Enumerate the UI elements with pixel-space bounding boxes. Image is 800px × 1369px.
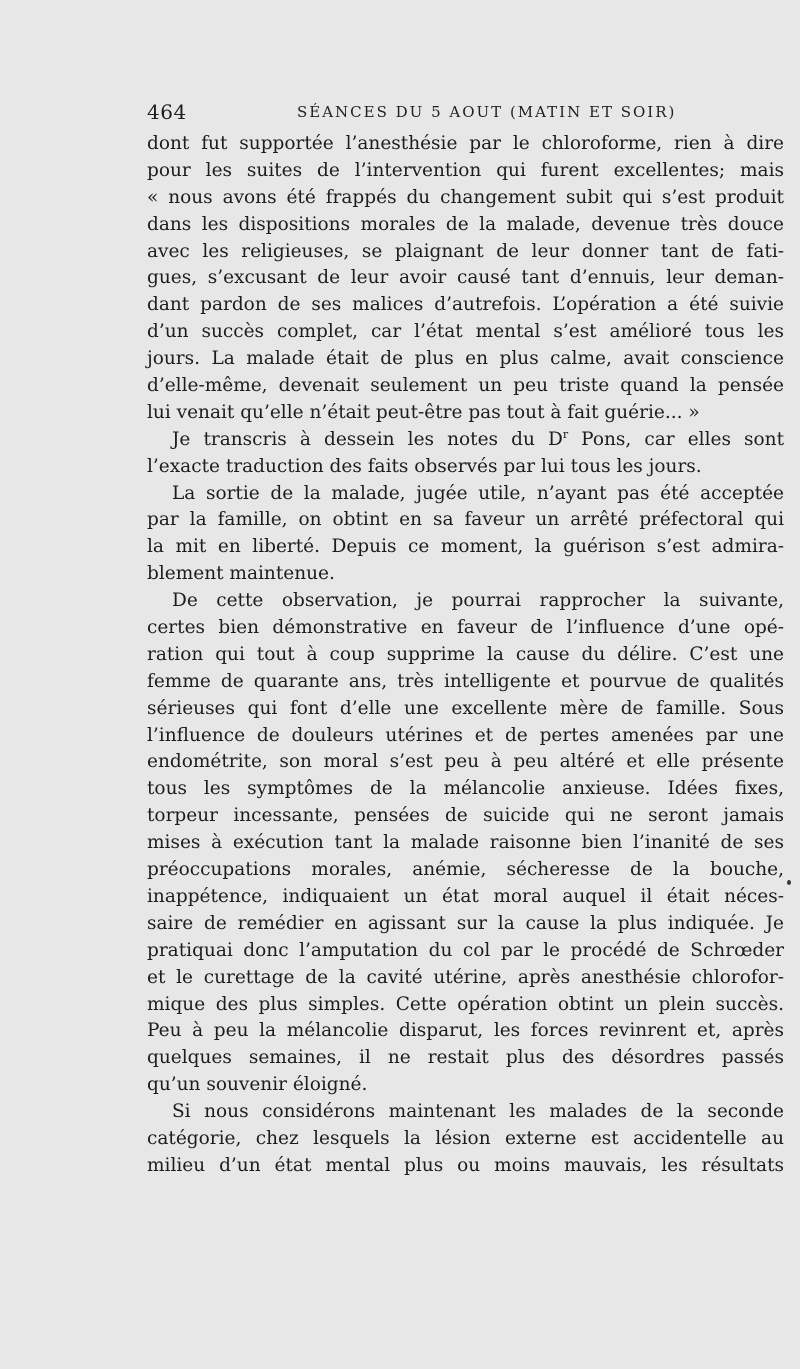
text-line: inappétence, indiquaient un état moral auquel il était néces-	[147, 885, 784, 907]
paragraph-start-line: La sortie de la malade, jugée utile, n’ayant pas été acceptée	[172, 482, 784, 504]
text-line: avec les religieuses, se plaignant de leur donner tant de fati-	[147, 240, 784, 262]
body-text	[147, 131, 784, 1180]
text-line: torpeur incessante, pensées de suicide qui ne seront jamais	[147, 805, 784, 827]
text-line: par la famille, on obtint en sa faveur un arrêté préfectoral qui	[147, 509, 784, 531]
text-line: préoccupations morales, anémie, sécheresse de la bouche,	[147, 859, 784, 881]
text-line: d’un succès complet, car l’état mental s’est amélioré tous les	[147, 321, 784, 343]
text-line: jours. La malade était de plus en plus calme, avait conscience	[147, 348, 784, 370]
text-line: dans les dispositions morales de la malade, devenue très douce	[147, 213, 784, 235]
text-line: sérieuses qui font d’elle une excellente mère de famille. Sous	[147, 697, 784, 719]
text-line: qu’un souvenir éloigné.	[147, 1074, 368, 1096]
paragraph-start-line: Si nous considérons maintenant les malades de la seconde	[172, 1101, 784, 1123]
text-line: l’exacte traduction des faits observés par lui tous les jours.	[147, 455, 702, 477]
text-line: blement maintenue.	[147, 563, 335, 585]
text-line: dont fut supportée l’anesthésie par le chloroforme, rien à dire	[147, 133, 784, 154]
superscript: r	[562, 427, 569, 441]
page-number: 464	[147, 100, 187, 124]
page-header	[147, 98, 787, 128]
text-line: dant pardon de ses malices d’autrefois. L’opération a été suivie	[147, 294, 784, 316]
text-line: catégorie, chez lesquels la lésion externe est accidentelle au	[147, 1127, 784, 1149]
text-line: ration qui tout à coup supprime la cause du délire. C’est une	[147, 643, 784, 665]
running-head: SÉANCES DU 5 AOUT (MATIN ET SOIR)	[297, 103, 677, 121]
text-line: d’elle-même, devenait seulement un peu triste quand la pensée	[147, 375, 784, 397]
text-line: gues, s’excusant de leur avoir causé tant d’ennuis, leur deman-	[147, 267, 784, 289]
paragraph-start-line: De cette observation, je pourrai rapprocher la suivante,	[172, 590, 784, 612]
text-line: quelques semaines, il ne restait plus des désordres passés	[147, 1047, 784, 1069]
text-line-with-superscript	[147, 427, 784, 454]
text-line: Peu à peu la mélancolie disparut, les forces revinrent et, après	[147, 1020, 784, 1042]
text-line: pour les suites de l’intervention qui furent excellentes; mais	[147, 159, 784, 181]
text-line: certes bien démonstrative en faveur de l’influence d’une opé-	[147, 617, 784, 639]
ink-speck	[787, 880, 791, 885]
text-line: lui venait qu’elle n’était peut-être pas tout à fait guérie... »	[147, 401, 700, 423]
text-line: l’influence de douleurs utérines et de pertes amenées par une	[147, 724, 784, 746]
text-line: « nous avons été frappés du changement subit qui s’est produit	[147, 186, 784, 208]
text-segment: Je transcris à dessein les notes du D	[172, 428, 563, 450]
text-line: mique des plus simples. Cette opération obtint un plein succès.	[147, 993, 784, 1015]
text-line: endométrite, son moral s’est peu à peu altéré et elle présente	[147, 751, 784, 773]
text-segment: Pons, car elles sont	[568, 428, 785, 450]
text-line: pratiquai donc l’amputation du col par le procédé de Schrœder	[147, 939, 784, 961]
text-line: saire de remédier en agissant sur la cause la plus indiquée. Je	[147, 912, 784, 934]
text-line: mises à exécution tant la malade raisonne bien l’inanité de ses	[147, 832, 784, 854]
text-line: la mit en liberté. Depuis ce moment, la guérison s’est admira-	[147, 536, 784, 558]
text-line: femme de quarante ans, très intelligente et pourvue de qualités	[147, 670, 784, 692]
text-line: et le curettage de la cavité utérine, après anesthésie chlorofor-	[147, 966, 784, 988]
text-line: milieu d’un état mental plus ou moins mauvais, les résultats	[147, 1154, 784, 1176]
text-line: tous les symptômes de la mélancolie anxieuse. Idées fixes,	[147, 778, 784, 800]
